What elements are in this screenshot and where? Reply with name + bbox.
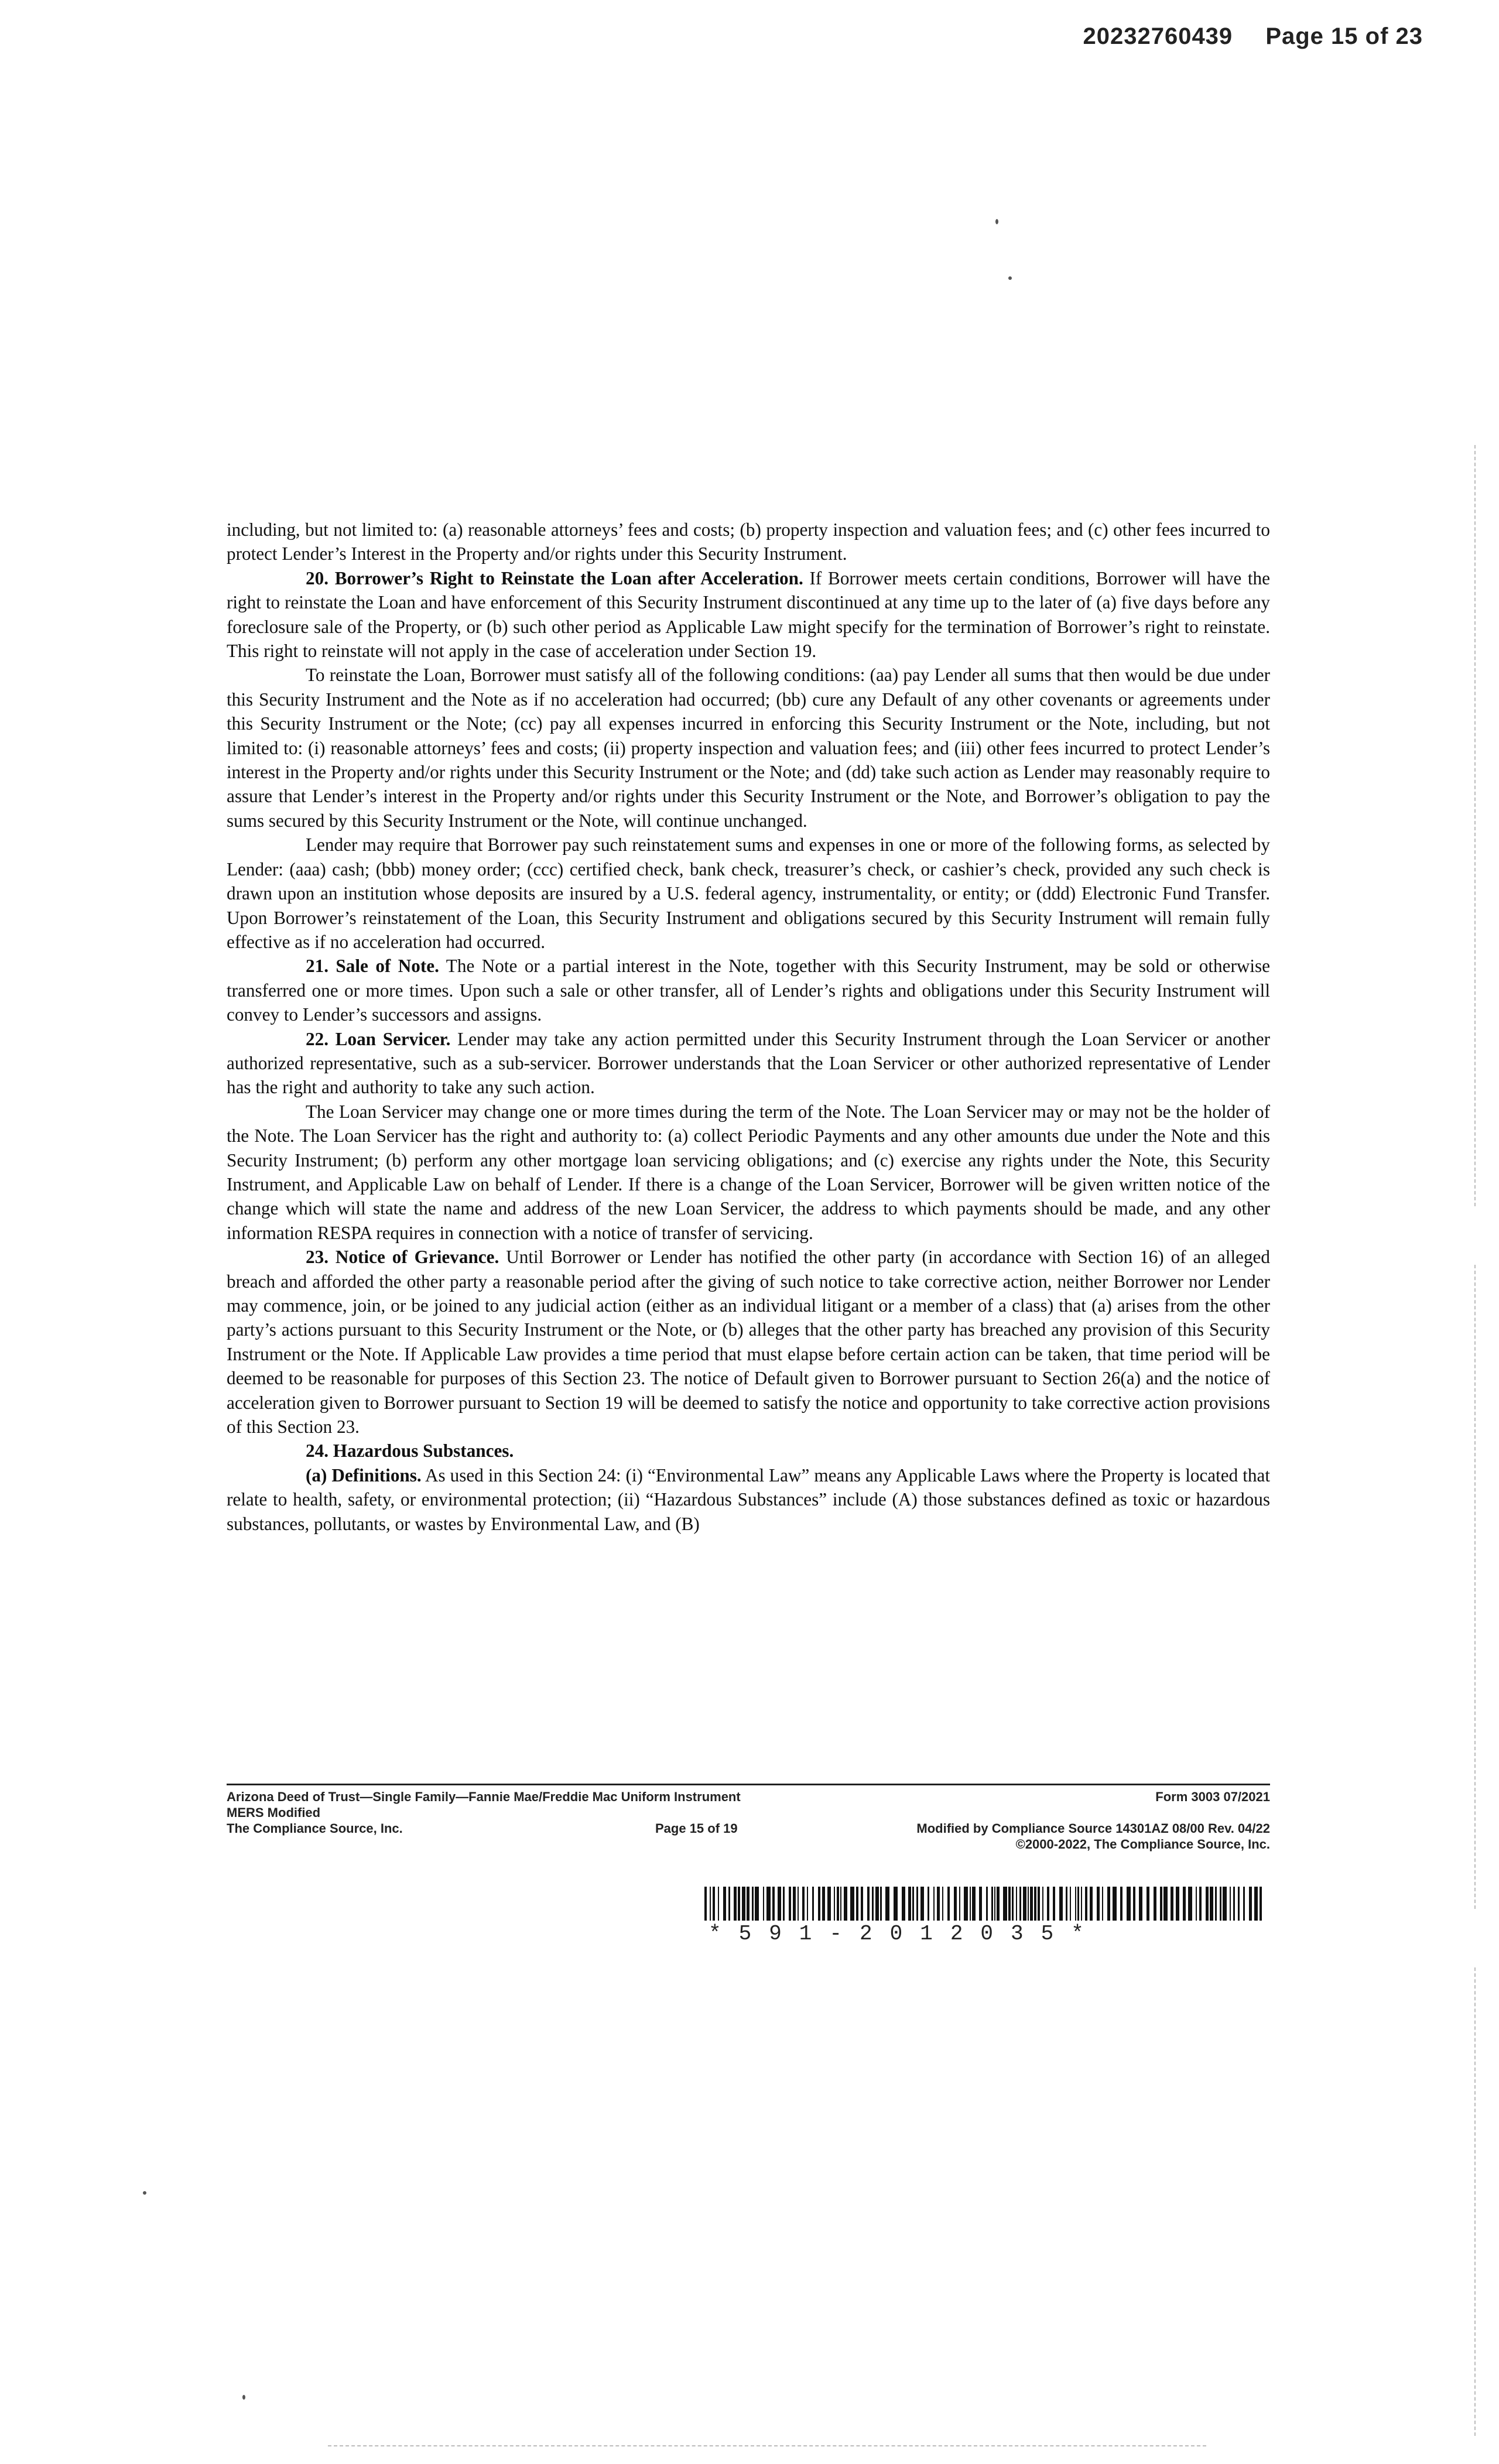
barcode-bar <box>728 1887 730 1921</box>
barcode-bar <box>1210 1887 1213 1921</box>
paragraph <box>227 663 1270 833</box>
barcode-bar <box>994 1887 995 1921</box>
barcode-bar <box>937 1887 940 1921</box>
barcode-bar <box>807 1887 808 1921</box>
barcode-bar <box>885 1887 889 1921</box>
barcode-bar <box>738 1887 740 1921</box>
barcode-bar <box>1016 1887 1017 1921</box>
barcode-bar <box>840 1887 841 1921</box>
barcode-bar <box>1199 1887 1202 1921</box>
barcode-bar <box>954 1887 957 1921</box>
barcode-bar <box>986 1887 988 1921</box>
barcode-bar <box>766 1887 771 1921</box>
footer-publisher: The Compliance Source, Inc. <box>227 1821 403 1836</box>
barcode-bar <box>856 1887 858 1921</box>
paragraph <box>227 1245 1270 1439</box>
barcode-bar <box>872 1887 874 1921</box>
footer-page-number: Page 15 of 19 <box>655 1821 738 1836</box>
barcode-bar <box>1139 1887 1142 1921</box>
footer-form-number: Form 3003 07/2021 <box>1155 1789 1270 1804</box>
barcode-bar <box>1233 1887 1235 1921</box>
barcode-bar <box>928 1887 929 1921</box>
barcode-bar <box>772 1887 775 1921</box>
barcode-bar <box>752 1887 754 1921</box>
paragraph <box>227 1100 1270 1245</box>
document-footer <box>227 1784 1270 1859</box>
section-heading: 23. Notice of Grievance. <box>306 1247 499 1268</box>
barcode-bar <box>822 1887 825 1921</box>
barcode-bar <box>1038 1887 1040 1921</box>
section-heading: 20. Borrower’s Right to Reinstate the Loan after Acceleration. <box>306 567 803 588</box>
paragraph-text: As used in this Section 24: (i) “Environmental Law” means any Applicable Laws where the Property is located that relate to health, safety, or environmental protection; (ii) “Hazardous Substances” include (A) those substances defined as toxic or hazardous substances, pollutants, or wastes by Environmental Law, and (B) <box>227 1464 1271 1534</box>
paragraph <box>227 833 1270 954</box>
barcode-bar <box>1243 1887 1245 1921</box>
barcode-bar <box>1260 1887 1262 1921</box>
barcode-bar <box>713 1887 715 1921</box>
barcode-bar <box>1147 1887 1149 1921</box>
footer-copyright: ©2000-2022, The Compliance Source, Inc. <box>1015 1837 1270 1852</box>
barcode-bar <box>1019 1887 1021 1921</box>
barcode-bar <box>1059 1887 1063 1921</box>
scan-speck <box>995 219 998 224</box>
barcode-bar <box>1154 1887 1156 1921</box>
barcode-bar <box>912 1887 914 1921</box>
barcode-bar <box>1183 1887 1186 1921</box>
barcode-bar <box>1188 1887 1192 1921</box>
barcode-bar <box>1176 1887 1179 1921</box>
barcode-bar <box>1081 1887 1082 1921</box>
paragraph <box>227 1439 1270 1463</box>
barcode-bar <box>734 1887 737 1921</box>
barcode-bar <box>827 1887 831 1921</box>
barcode-bar <box>867 1887 870 1921</box>
barcode-bar <box>844 1887 847 1921</box>
barcode-bar <box>997 1887 1000 1921</box>
barcode-bar <box>1215 1887 1217 1921</box>
barcode-bar <box>902 1887 905 1921</box>
barcode-bar <box>1160 1887 1162 1921</box>
barcode-bar <box>964 1887 968 1921</box>
barcode-bar <box>783 1887 785 1921</box>
section-heading: (a) Definitions. <box>306 1464 422 1486</box>
barcode-bar <box>1042 1887 1043 1921</box>
barcode-bar <box>710 1887 711 1921</box>
barcode-bar <box>916 1887 918 1921</box>
barcode-bar <box>1230 1887 1231 1921</box>
barcode-bar <box>1127 1887 1131 1921</box>
barcode-bar <box>959 1887 960 1921</box>
barcode <box>704 1887 1267 1921</box>
barcode-bar <box>1053 1887 1055 1921</box>
scan-edge-line <box>1474 1967 1476 2436</box>
barcode-bar <box>1030 1887 1033 1921</box>
barcode-bar <box>1028 1887 1029 1921</box>
paragraph <box>227 566 1270 663</box>
paragraph-text: To reinstate the Loan, Borrower must satisfy all of the following conditions: (aa) pay Lender all sums that then would be due under this Security Instrument and the Note as if no acceleration had occurred; (bb) cure any Default of any other covenants or agreements under this Security Instrument or the Note; (cc) pay all expenses incurred in enforcing this Security Instrument or the Note, including, but not limited to: (i) reasonable attorneys’ fees and costs; (ii) property inspection and valuation fees; and (iii) other fees incurred to protect Lender’s interest in the Property and/or rights under this Security Instrument or the Note; and (dd) take such action as Lender may reasonably require to assure that Lender’s interest in the Property and/or rights under this Security Instrument or the Note, and Borrower’s obligation to pay the sums secured by this Security Instrument or the Note, will continue unchanged. <box>227 665 1270 831</box>
barcode-bar <box>972 1887 976 1921</box>
barcode-bar <box>1097 1887 1100 1921</box>
paragraph-text: The Note or a partial interest in the Note, together with this Security Instrument, may be sold or otherwise transferred one or more times. Upon such a sale or other transfer, all of Lender’s rights and obligations under this Security Instrument will convey to Lender’s successors and assigns. <box>227 956 1270 1025</box>
barcode-bar <box>723 1887 726 1921</box>
barcode-bar <box>818 1887 820 1921</box>
barcode-bar <box>1003 1887 1007 1921</box>
footer-mers: MERS Modified <box>227 1805 321 1820</box>
barcode-bar <box>880 1887 882 1921</box>
barcode-bar <box>1008 1887 1011 1921</box>
barcode-bar <box>1070 1887 1071 1921</box>
barcode-bar <box>1090 1887 1093 1921</box>
scan-bottom-line <box>328 2445 1206 2446</box>
paragraph-text: including, but not limited to: (a) reasonable attorneys’ fees and costs; (b) property inspection and valuation fees; and (c) other fees incurred to protect Lender’s Interest in the Property and/or rights under this Security Instrument. <box>227 519 1270 564</box>
paragraph-text: If Borrower meets certain conditions, Borrower will have the right to reinstate the Loan and have enforcement of this Security Instrument discontinued at any time up to the later of (a) five days before any foreclosure sale of the Property, or (b) such other period as Applicable Law might specify for the termination of Borrower’s right to reinstate. This right to reinstate will not apply in the case of acceleration under Section 19. <box>227 567 1270 662</box>
scan-speck <box>1008 276 1012 280</box>
barcode-bar <box>834 1887 835 1921</box>
section-heading: 22. Loan Servicer. <box>306 1028 451 1049</box>
barcode-bar <box>979 1887 982 1921</box>
document-body <box>227 518 1270 1536</box>
barcode-bar <box>850 1887 854 1921</box>
barcode-bar <box>942 1887 943 1921</box>
barcode-bar <box>894 1887 898 1921</box>
barcode-bar <box>1047 1887 1049 1921</box>
paragraph-text: The Loan Servicer may change one or more times during the term of the Note. The Loan Servicer may or may not be the holder of the Note. The Loan Servicer has the right and authority to: (a) collect Periodic Payments and any other amounts due under the Note and this Security Instrument; (b) perform any other mortgage loan servicing obligations; and (c) exercise any rights under the Note, this Security Instrument, and Applicable Law on behalf of Lender. If there is a change of the Loan Servicer, Borrower will be given written notice of the change which will state the name and address of the new Loan Servicer, the address to which payments should be made, and any other information RESPA requires in connection with a notice of transfer of servicing. <box>227 1101 1270 1243</box>
scan-speck <box>242 2395 245 2400</box>
barcode-bar <box>933 1887 935 1921</box>
barcode-bar <box>812 1887 814 1921</box>
paragraph <box>227 954 1270 1026</box>
barcode-bar <box>1120 1887 1122 1921</box>
barcode-bar <box>920 1887 924 1921</box>
barcode-bar <box>742 1887 745 1921</box>
page-header <box>1083 23 1423 50</box>
barcode-bar <box>1206 1887 1209 1921</box>
barcode-bar <box>908 1887 911 1921</box>
footer-form-title: Arizona Deed of Trust—Single Family—Fannie Mae/Freddie Mac Uniform Instrument <box>227 1789 741 1804</box>
barcode-bar <box>1107 1887 1110 1921</box>
barcode-bar <box>1254 1887 1258 1921</box>
barcode-bar <box>1223 1887 1227 1921</box>
barcode-bar <box>778 1887 781 1921</box>
barcode-bar <box>802 1887 805 1921</box>
paragraph <box>227 1027 1270 1100</box>
barcode-bar <box>1196 1887 1197 1921</box>
barcode-bar <box>1034 1887 1036 1921</box>
paragraph-text: Until Borrower or Lender has notified the other party (in accordance with Section 16) of an alleged breach and afforded the other party a reasonable period after the giving of such notice to take corrective action, neither Borrower nor Lender may commence, join, or be joined to any judicial action (either as an individual litigant or a member of a class) that (a) arises from the other party’s actions pursuant to this Security Instrument or the Note, or (b) alleges that the other party has breached any provision of this Security Instrument or the Note. If Applicable Law provides a time period that must elapse before certain action can be taken, that time period will be deemed to be reasonable for purposes of this Section 23. The notice of Default given to Borrower pursuant to Section 26(a) and the notice of acceleration given to Borrower pursuant to Section 19 will be deemed to satisfy the notice and opportunity to take corrective action provisions of this Section 23. <box>227 1247 1270 1438</box>
barcode-bar <box>1075 1887 1076 1921</box>
barcode-bar <box>763 1887 764 1921</box>
barcode-bar <box>755 1887 759 1921</box>
barcode-bar <box>861 1887 863 1921</box>
barcode-bar <box>1238 1887 1240 1921</box>
barcode-bar <box>1113 1887 1117 1921</box>
paragraph-text: Lender may take any action permitted under this Security Instrument through the Loan Servicer or another authorized representative, such as a sub-servicer. Borrower understands that the Loan Servicer or other authorized representative of Lender has the right and authority to take any such action. <box>227 1028 1270 1098</box>
barcode-bar <box>1023 1887 1026 1921</box>
barcode-bar <box>747 1887 750 1921</box>
barcode-bar <box>1085 1887 1087 1921</box>
barcode-bar <box>718 1887 719 1921</box>
barcode-bar <box>793 1887 796 1921</box>
scan-speck <box>143 2191 146 2195</box>
barcode-bar <box>970 1887 971 1921</box>
barcode-bar <box>875 1887 879 1921</box>
barcode-bar <box>947 1887 950 1921</box>
section-heading: 21. Sale of Note. <box>306 956 439 977</box>
barcode-bar <box>1220 1887 1221 1921</box>
scan-edge-line <box>1474 1265 1476 1909</box>
barcode-bar <box>1102 1887 1103 1921</box>
barcode-bar <box>1171 1887 1173 1921</box>
barcode-bar <box>1066 1887 1067 1921</box>
barcode-bar <box>1163 1887 1168 1921</box>
barcode-bar <box>837 1887 839 1921</box>
barcode-bar <box>798 1887 799 1921</box>
footer-modified: Modified by Compliance Source 14301AZ 08/00 Rev. 04/22 <box>916 1821 1270 1836</box>
page-indicator: Page 15 of 23 <box>1265 23 1423 49</box>
paragraph <box>227 518 1270 566</box>
barcode-bar <box>1133 1887 1135 1921</box>
paragraph <box>227 1463 1270 1536</box>
barcode-bar <box>704 1887 707 1921</box>
barcode-bar <box>789 1887 791 1921</box>
paragraph-text: Lender may require that Borrower pay such reinstatement sums and expenses in one or more of the following forms, as selected by Lender: (aaa) cash; (bbb) money order; (ccc) certified check, bank check, treasurer’s check, or cashier’s check, provided any such check is drawn upon an institution whose deposits are insured by a U.S. federal agency, instrumentality, or entity; or (ddd) Electronic Fund Transfer. Upon Borrower’s reinstatement of the Loan, this Security Instrument and obligations secured by this Security Instrument will remain fully effective as if no acceleration had occurred. <box>227 834 1270 952</box>
barcode-bar <box>991 1887 993 1921</box>
section-heading: 24. Hazardous Substances. <box>306 1440 514 1462</box>
scan-edge-line <box>1474 445 1476 1206</box>
barcode-bar <box>1077 1887 1079 1921</box>
barcode-bar <box>1249 1887 1252 1921</box>
document-number: 20232760439 <box>1083 23 1233 49</box>
barcode-text: *591-2012035* <box>709 1922 1101 1946</box>
barcode-bar <box>1012 1887 1014 1921</box>
